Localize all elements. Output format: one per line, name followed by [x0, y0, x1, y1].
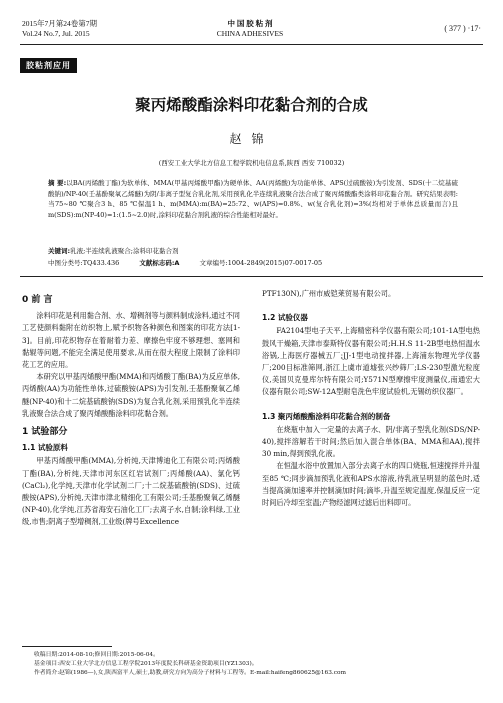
section-1-1-title: 1.1 试验原料 [22, 443, 68, 453]
article-number: 文章编号:1004-2849(2015)07-0017-05 [199, 259, 323, 267]
paper-title: 聚丙烯酸酯涂料印花黏合剂的合成 [135, 96, 368, 114]
doc-code-value: A [174, 259, 180, 267]
abstract-rule [20, 276, 483, 277]
instruments-paragraph: FA2104型电子天平,上海精密科学仪器有限公司;101-1A型电热鼓风干燥箱,天津市泰斯特仪器有限公司;H.H.S 11-2B型电热恒温水浴锅,上海医疗器械五厂;JJ-1型电动搅拌器,上海浦东物理光学仪器厂;200目标准筛网,浙江上虞市道墟张兴纱筛厂;LS-230型激光粒度仪,美国贝克曼库尔特有限公司;Y571N型摩擦牢度测量仪,南通宏大仪器有限公司;SW-12A型耐皂洗色牢度试验机,无锡纺织仪器厂。 [262, 326, 480, 397]
preparation-paragraph-1: 在烧瓶中加入一定量的去离子水、阴/非离子型乳化剂(SDS/NP-40),搅拌溶解若干时间;然后加入混合单体(BA、MMA和AA),搅拌30 min,得到预乳化液。 [262, 424, 480, 459]
section-1-3-title: 1.3 聚丙烯酸酯涂料印花黏合剂的制备 [262, 411, 391, 421]
footnote-rule [22, 646, 112, 647]
right-column [262, 288, 480, 509]
materials-paragraph: 甲基丙烯酸甲酯(MMA),分析纯,天津博迪化工有限公司;丙烯酸丁酯(BA),分析纯,天津市河东区红岩试剂厂;丙烯酸(AA)、氯化钙(CaCl₂),化学纯,天津市化学试剂二厂;十二烷基硫酸钠(SDS)、过硫酸铵(APS),分析纯,天津市津北精细化工有限公司;壬基酚聚氧乙烯醚(NP-40),化学纯,江苏省海安石油化工厂;去离子水,自制;涂料绿,工业级,市售;阴离子型增稠剂,工业级(牌号Excellence [22, 456, 240, 527]
abstract-label: 摘 要: [48, 179, 67, 187]
abstract-text: 以BA(丙烯酸丁酯)为软单体、MMA(甲基丙烯酸甲酯)为硬单体、AA(丙烯酸)为功能单体、APS(过硫酸铵)为引发剂、SDS(十二烷基硫酸钠)/NP-40(壬基酚聚氧乙烯醚)为阴/非离子型复合乳化剂,采用预乳化半连续乳液聚合法合成了聚丙烯酸酯类涂料印花黏合剂。研究结果表明:当75~80 ℃聚合3 h、85 ℃保温1 h、m(MMA):m(BA)=25:72、w(APS)=0.8%、w(复合乳化剂)=3%(均相对于单体总质量而言)且m(SDS):m(NP-40)=1:(1.5~2.0)时,涂料印花黏合剂乳液的综合性能相对最好。 [48, 179, 458, 219]
issue-en: Vol.24 No.7, Jul. 2015 [22, 29, 90, 38]
preparation-paragraph-2: 在恒温水浴中放置加入部分去离子水的四口烧瓶,恒速搅拌并升温至85 ℃;同步滴加预乳化液和APS水溶液,待乳液呈明显的蓝色时,适当提高滴加速率并控制滴加时间;滴毕,升温至规定温度,保温反应一定时间后冷却至室温;产物经滤网过滤后出料即可。 [262, 461, 480, 508]
keywords [48, 246, 458, 255]
header-rule [20, 44, 483, 45]
author: 赵锦 [229, 132, 274, 146]
header-pages: ( 377 ) ·17· [444, 24, 481, 33]
classification [48, 258, 468, 267]
journal-en: CHINA ADHESIVES [216, 29, 284, 38]
footnote [34, 651, 474, 678]
header-journal [185, 19, 315, 39]
left-column [22, 288, 240, 529]
section-tag: 胶粘剂应用 [20, 58, 77, 73]
footnote-fund: 基金项目:西安工业大学北方信息工程学院2013年度院长科研基金资助项目(YZ1303)。 [34, 661, 258, 667]
abstract [48, 178, 458, 220]
doc-code [139, 259, 179, 267]
doc-code-label: 文献标志码: [139, 259, 175, 267]
section-1-2-title: 1.2 试验仪器 [262, 313, 308, 323]
keywords-label: 关键词: [48, 247, 71, 255]
materials-continued: PTF130N),广州市威铠莱贸易有限公司。 [262, 289, 396, 298]
issue-cn: 2015年7月第24卷第7期 [22, 19, 97, 28]
intro-paragraph-2: 本研究以甲基丙烯酸甲酯(MMA)和丙烯酸丁酯(BA)为反应单体,丙烯酸(AA)为功能性单体,过硫酸铵(APS)为引发剂,壬基酚聚氧乙烯醚(NP-40)和十二烷基硫酸钠(SDS)为复合乳化剂,采用预乳化半连续乳液聚合法合成了聚丙烯酸酯涂料印花黏合剂。 [22, 372, 240, 418]
clc-number: 中图分类号:TQ433.436 [48, 259, 120, 267]
section-1-title: 1 试验部分 [22, 427, 68, 438]
section-0-title: 0 前 言 [22, 295, 53, 305]
journal-cn: 中 国 胶 粘 剂 [227, 19, 273, 28]
footnote-author-bio: 作者简介:赵锦(1986—),女,陕西富平人,硕士,助教,研究方向为高分子材料与工程等。E-mail:haifeng860625@163.com [34, 670, 346, 676]
affiliation: (西安工业大学北方信息工程学院机电信息系,陕西 西安 710032) [158, 159, 345, 167]
intro-paragraph-1: 涂料印花是利用黏合剂、水、增稠剂等与颜料制成涂料,通过不同工艺使颜料黏附在纺织物上,赋予织物各种颜色和图案的印花方法[1-3]。目前,印花织物存在着耐着力差、摩擦色牢度不够理想、塞网和黏辊等问题,不能完全满足使用要求,从而在很大程度上限制了涂料印花工艺的应用。 [22, 311, 240, 370]
header-issue [22, 19, 97, 39]
footnote-received: 收稿日期:2014-08-10;修回日期:2015-06-04。 [34, 652, 159, 658]
keywords-text: 乳液;半连续乳液聚合;涂料印花黏合剂 [70, 247, 179, 255]
